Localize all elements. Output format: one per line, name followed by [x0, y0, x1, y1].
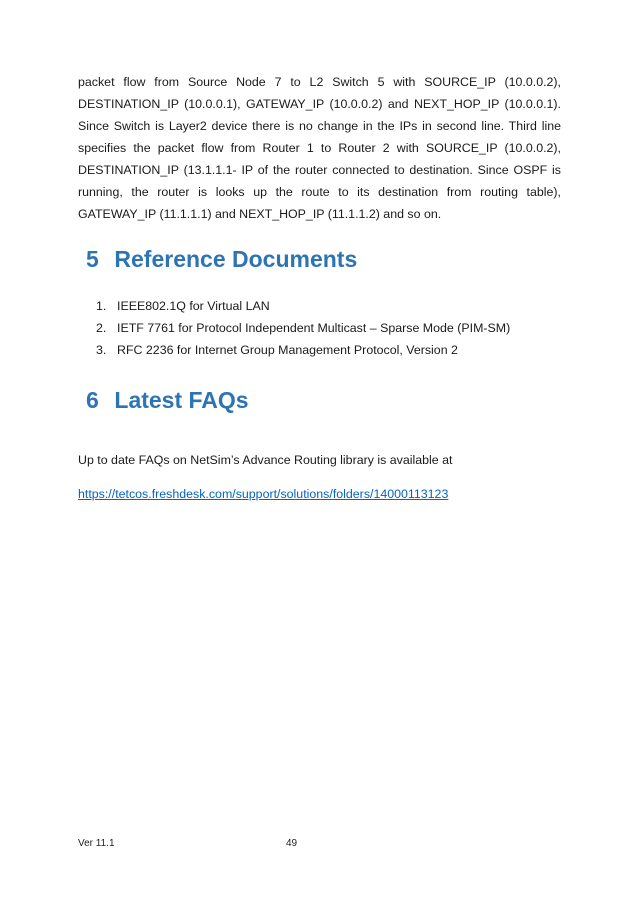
- faq-description: Up to date FAQs on NetSim’s Advance Routing library is available at: [78, 453, 453, 467]
- reference-item: [96, 339, 510, 361]
- reference-text: IEEE802.1Q for Virtual LAN: [117, 299, 270, 313]
- reference-list: [96, 295, 510, 361]
- reference-text: RFC 2236 for Internet Group Management Protocol, Version 2: [117, 343, 458, 357]
- section-number: 5: [86, 246, 99, 272]
- section-title: Latest FAQs: [114, 387, 249, 413]
- reference-index: 1.: [96, 299, 107, 313]
- reference-item: [96, 295, 510, 317]
- reference-item: [96, 317, 510, 339]
- intro-paragraph: packet flow from Source Node 7 to L2 Switch 5 with SOURCE_IP (10.0.0.2), DESTINATION_IP (10.0.0.1), GATEWAY_IP (10.0.0.2) and NEXT_HOP_IP (10.0.0.1). Since Switch is Layer2 device there is no change in the IPs in second line. Third line specifies the packet flow from Router 1 to Router 2 with SOURCE_IP (10.0.0.2), DESTINATION_IP (13.1.1.1- IP of the router connected to destination. Since OSPF is running, the router is looks up the route to its destination from routing table), GATEWAY_IP (11.1.1.1) and NEXT_HOP_IP (11.1.1.2) and so on.: [78, 75, 561, 221]
- reference-index: 3.: [96, 343, 107, 357]
- footer-page-number: 49: [286, 838, 298, 849]
- section-number: 6: [86, 387, 99, 413]
- footer-version: Ver 11.1: [78, 838, 115, 849]
- section-heading-reference-documents: [86, 246, 357, 273]
- faq-link[interactable]: https://tetcos.freshdesk.com/support/solutions/folders/14000113123: [78, 487, 449, 501]
- section-heading-latest-faqs: [86, 387, 249, 414]
- section-title: Reference Documents: [114, 246, 358, 272]
- reference-text: IETF 7761 for Protocol Independent Multicast – Sparse Mode (PIM-SM): [117, 321, 511, 335]
- reference-index: 2.: [96, 321, 107, 335]
